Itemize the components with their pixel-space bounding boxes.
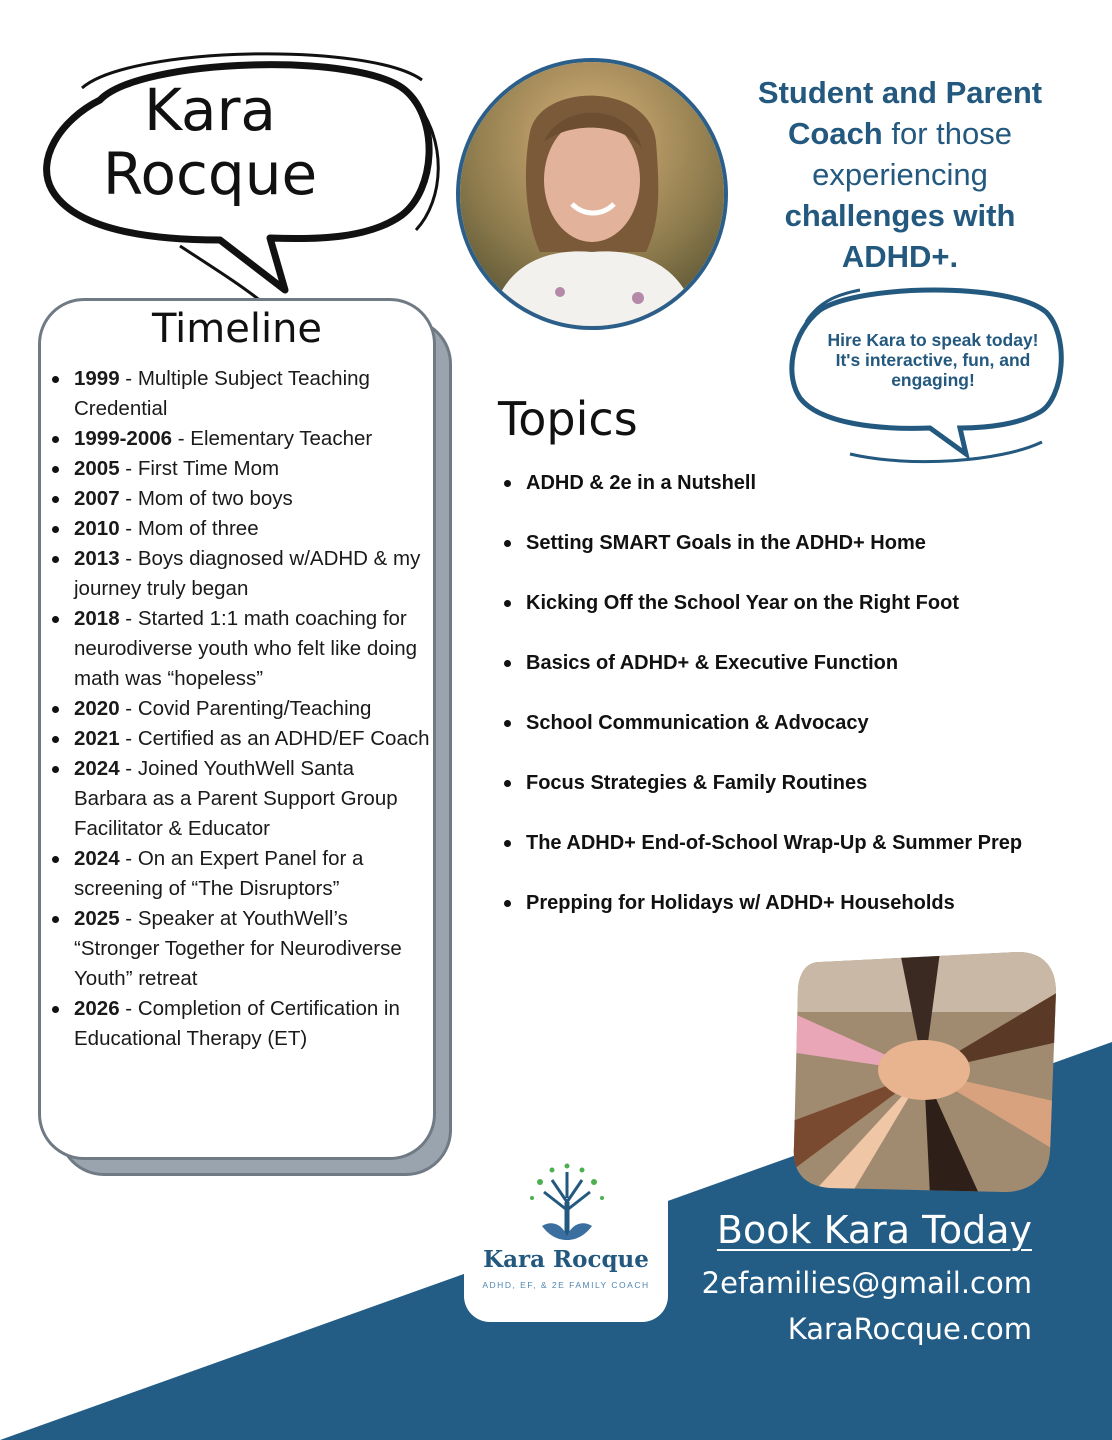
timeline-text: - Boys diagnosed w/ADHD & my journey truly began: [74, 547, 421, 600]
timeline-year: 1999: [74, 367, 120, 390]
timeline-item: [46, 364, 432, 424]
timeline-text: - Speaker at YouthWell’s “Stronger Together for Neurodiverse Youth” retreat: [74, 907, 402, 990]
timeline-year: 2010: [74, 517, 120, 540]
timeline-item: [46, 514, 432, 544]
hands-together-photo: [790, 952, 1058, 1196]
timeline-item: [46, 994, 432, 1054]
timeline-text: - On an Expert Panel for a screening of “The Disruptors”: [74, 847, 364, 900]
timeline-year: 2024: [74, 847, 120, 870]
timeline-text: - Joined YouthWell Santa Barbara as a Parent Support Group Facilitator & Educator: [74, 757, 398, 840]
timeline-year: 2013: [74, 547, 120, 570]
timeline-year: 2020: [74, 697, 120, 720]
timeline-item: [46, 844, 432, 904]
topic-item: Prepping for Holidays w/ ADHD+ Households: [500, 888, 1040, 918]
timeline-year: 2007: [74, 487, 120, 510]
timeline-year: 2005: [74, 457, 120, 480]
portrait-photo: [456, 58, 728, 330]
timeline-item: [46, 544, 432, 604]
timeline-title: Timeline: [151, 306, 323, 352]
timeline-item: [46, 904, 432, 994]
timeline-text: - Mom of three: [119, 517, 259, 540]
name-heading: Kara Rocque: [102, 76, 318, 208]
timeline-item: [46, 424, 432, 454]
timeline-text: - Certified as an ADHD/EF Coach: [119, 727, 430, 750]
timeline-year: 1999-2006: [74, 427, 173, 450]
topics-title: Topics: [498, 392, 638, 446]
logo-subtitle: ADHD, EF, & 2E FAMILY COACH: [482, 1280, 650, 1290]
timeline-item: [46, 724, 432, 754]
timeline-year: 2024: [74, 757, 120, 780]
timeline-text: - First Time Mom: [119, 457, 280, 480]
timeline-text: - Elementary Teacher: [172, 427, 373, 450]
topic-item: The ADHD+ End-of-School Wrap-Up & Summer Prep: [500, 828, 1040, 858]
timeline-item: [46, 754, 432, 844]
hire-kara-text: Hire Kara to speak today! It's interactive, fun, and engaging!: [827, 330, 1039, 390]
timeline-year: 2018: [74, 607, 120, 630]
timeline-item: [46, 484, 432, 514]
tree-hands-icon: [522, 1162, 612, 1242]
topic-item: School Communication & Advocacy: [500, 708, 1040, 738]
timeline-item: [46, 454, 432, 484]
timeline-text: - Started 1:1 math coaching for neurodiverse youth who felt like doing math was “hopeless”: [74, 607, 418, 690]
booking-email[interactable]: 2efamilies@gmail.com: [701, 1266, 1032, 1300]
topic-item: Setting SMART Goals in the ADHD+ Home: [500, 528, 1040, 558]
timeline-text: - Mom of two boys: [119, 487, 293, 510]
timeline-item: [46, 694, 432, 724]
timeline-text: - Completion of Certification in Educational Therapy (ET): [74, 997, 400, 1050]
topic-item: ADHD & 2e in a Nutshell: [500, 468, 1040, 498]
timeline-year: 2026: [74, 997, 120, 1020]
topic-item: Focus Strategies & Family Routines: [500, 768, 1040, 798]
timeline-year: 2021: [74, 727, 120, 750]
timeline-item: [46, 604, 432, 694]
tagline: Student and Parent Coach for those experiencing challenges with ADHD+.: [757, 75, 1043, 274]
booking-website[interactable]: KaraRocque.com: [787, 1312, 1032, 1346]
topics-list: [500, 468, 1040, 948]
book-kara-heading: Book Kara Today: [716, 1208, 1032, 1252]
timeline-text: - Covid Parenting/Teaching: [119, 697, 372, 720]
topic-item: Kicking Off the School Year on the Right Foot: [500, 588, 1040, 618]
logo-name: Kara Rocque: [483, 1246, 649, 1273]
timeline-list: [46, 364, 432, 1054]
timeline-year: 2025: [74, 907, 120, 930]
topic-item: Basics of ADHD+ & Executive Function: [500, 648, 1040, 678]
timeline-text: - Multiple Subject Teaching Credential: [74, 367, 370, 420]
